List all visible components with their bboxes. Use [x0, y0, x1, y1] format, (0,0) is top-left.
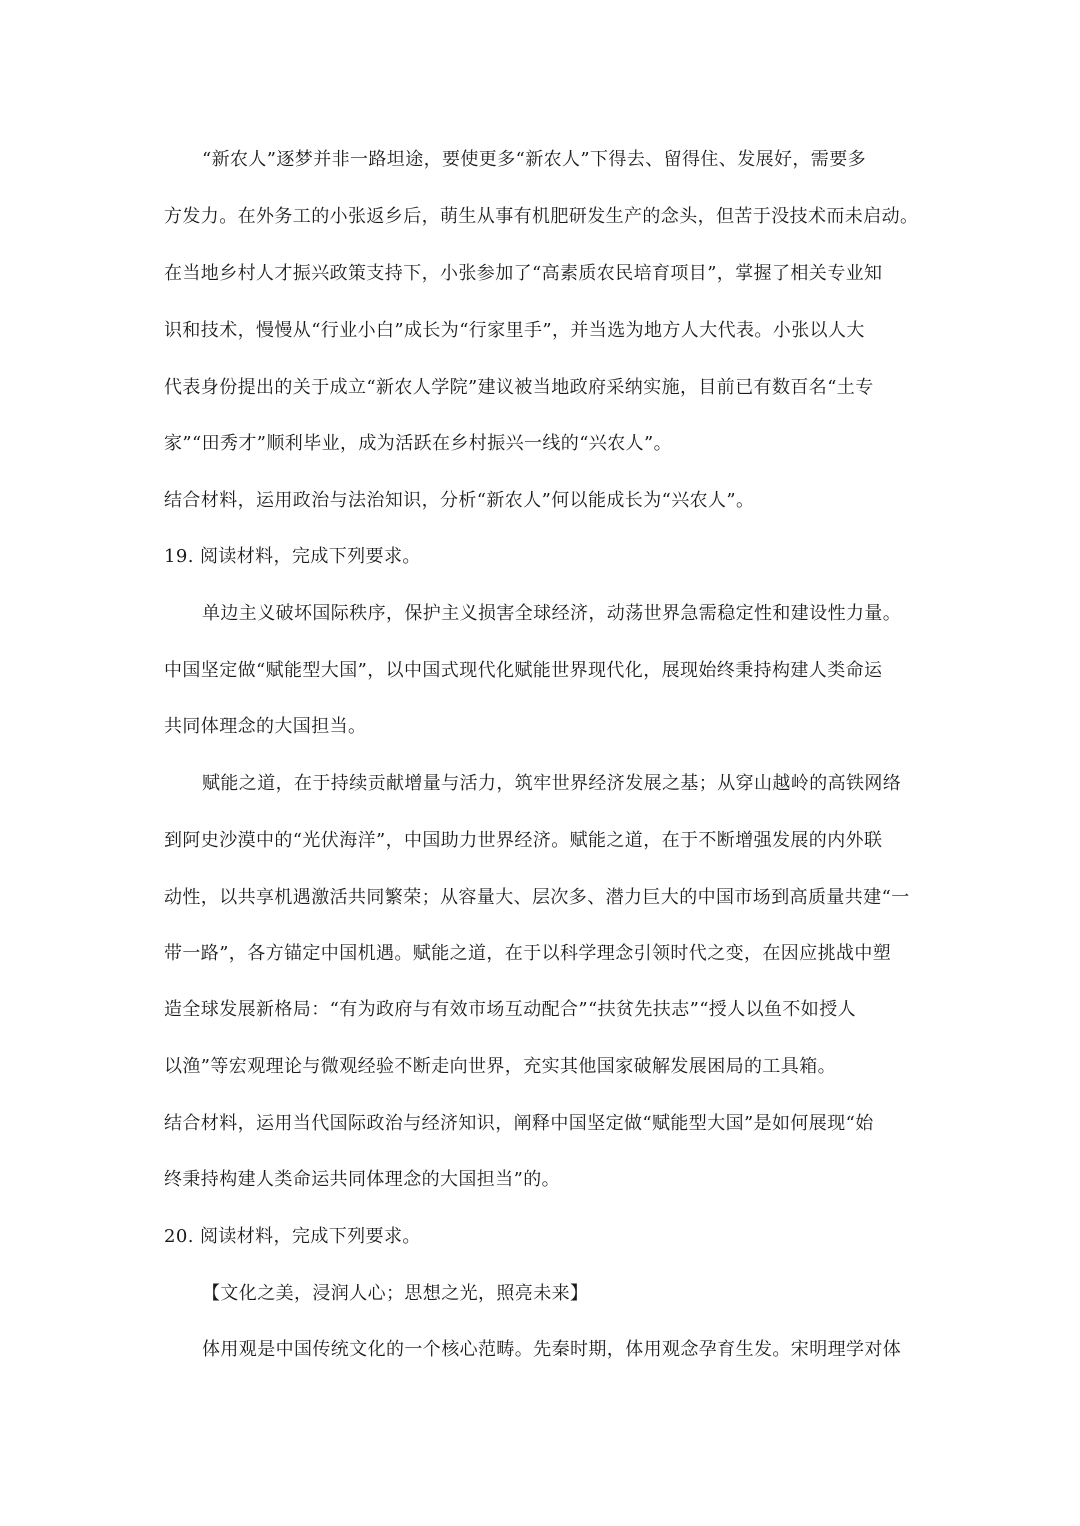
paragraph-line: 识和技术，慢慢从“行业小白”成长为“行家里手”，并当选为地方人大代表。小张以人大: [164, 320, 865, 341]
paragraph-line: 以渔”等宏观理论与微观经验不断走向世界，充实其他国家破解发展困局的工具箱。: [164, 1056, 836, 1077]
paragraph-line: 赋能之道，在于持续贡献增量与活力，筑牢世界经济发展之基；从穿山越岭的高铁网络: [202, 773, 902, 794]
paragraph-line: 中国坚定做“赋能型大国”，以中国式现代化赋能世界现代化，展现始终秉持构建人类命运: [164, 660, 883, 681]
paragraph-line: “新农人”逐梦并非一路坦途，要使更多“新农人”下得去、留得住、发展好，需要多: [202, 149, 867, 170]
paragraph-line: 体用观是中国传统文化的一个核心范畴。先秦时期，体用观念孕育生发。宋明理学对体: [202, 1339, 902, 1360]
paragraph-line: 单边主义破坏国际秩序，保护主义损害全球经济，动荡世界急需稳定性和建设性力量。: [202, 603, 902, 624]
paragraph-line: 代表身份提出的关于成立“新农人学院”建议被当地政府采纳实施，目前已有数百名“土专: [164, 377, 874, 398]
paragraph-line: 在当地乡村人才振兴政策支持下，小张参加了“高素质农民培育项目”，掌握了相关专业知: [164, 263, 883, 284]
paragraph-line: 造全球发展新格局：“有为政府与有效市场互动配合”“扶贫先扶志”“授人以鱼不如授人: [164, 999, 857, 1020]
question-heading-20: 20. 阅读材料，完成下列要求。: [164, 1226, 421, 1247]
question-prompt: 结合材料，运用当代国际政治与经济知识，阐释中国坚定做“赋能型大国”是如何展现“始: [164, 1113, 874, 1134]
paragraph-line: 带一路”，各方锚定中国机遇。赋能之道，在于以科学理念引领时代之变，在因应挑战中塑: [164, 943, 892, 964]
question-prompt: 终秉持构建人类命运共同体理念的大国担当”的。: [164, 1169, 560, 1190]
question-heading-19: 19. 阅读材料，完成下列要求。: [164, 546, 421, 567]
paragraph-line: 共同体理念的大国担当。: [164, 716, 367, 737]
paragraph-line: 动性，以共享机遇激活共同繁荣；从容量大、层次多、潜力巨大的中国市场到高质量共建“一: [164, 887, 910, 908]
question-prompt: 结合材料，运用政治与法治知识，分析“新农人”何以能成长为“兴农人”。: [164, 490, 755, 511]
section-title: 【文化之美，浸润人心；思想之光，照亮未来】: [202, 1283, 589, 1304]
paragraph-line: 到阿史沙漠中的“光伏海洋”，中国助力世界经济。赋能之道，在于不断增强发展的内外联: [164, 830, 883, 851]
paragraph-line: 家”“田秀才”顺利毕业，成为活跃在乡村振兴一线的“兴农人”。: [164, 433, 673, 454]
paragraph-line: 方发力。在外务工的小张返乡后，萌生从事有机肥研发生产的念头，但苦于没技术而未启动。: [164, 206, 919, 227]
